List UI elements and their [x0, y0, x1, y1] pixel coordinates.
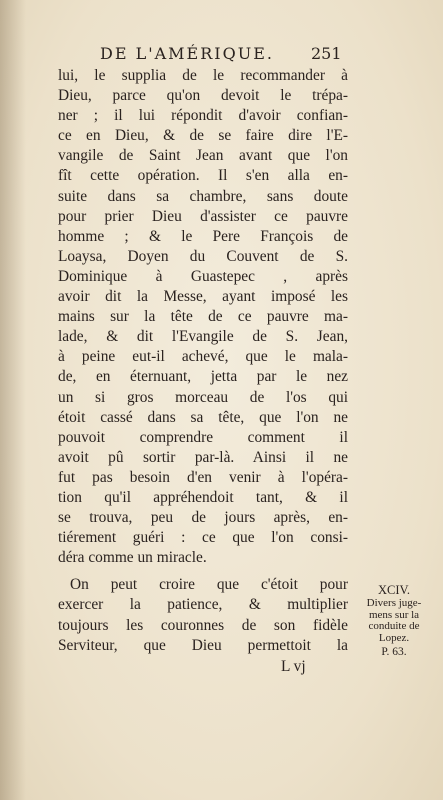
text-line: à peine eut-il achevé, que le mala-	[58, 348, 348, 366]
text-line: avoit pû sortir par-là. Ainsi il ne	[58, 448, 348, 466]
margin-note-line: Divers juge-	[366, 597, 422, 609]
text-line: Dominique à Guastepec , après	[58, 267, 348, 285]
text-line: ner ; il lui répondit d'avoir confian-	[58, 107, 348, 125]
text-line: avoir dit la Messe, ayant imposé les	[58, 288, 348, 306]
text-line: mains sur la tête de ce pauvre ma-	[58, 308, 348, 326]
text-line: se trouva, peu de jours après, en-	[58, 509, 348, 527]
main-text-block	[58, 66, 348, 656]
text-line: homme ; & le Pere François de	[58, 227, 348, 245]
margin-note-line: conduite de	[368, 620, 420, 633]
text-line: exercer la patience, & multiplier	[58, 596, 348, 614]
text-line: Dieu, parce qu'on devoit le trépa-	[58, 87, 348, 105]
gutter-shadow	[0, 0, 26, 800]
margin-note-number: XCIV.	[377, 583, 411, 597]
text-line: toujours les couronnes de son fidèle	[58, 616, 348, 634]
text-line: un si gros morceau de l'os qui	[58, 388, 348, 406]
margin-note-line: mens sur la	[368, 608, 420, 621]
page-number: 251	[311, 44, 342, 63]
paragraph-gap	[58, 568, 348, 575]
text-line: pouvoit comprendre comment il	[58, 428, 348, 446]
text-line: Serviteur, que Dieu permettoit la	[58, 636, 348, 654]
text-line: déra comme un miracle.	[58, 549, 207, 567]
text-line: étoit cassé dans sa tête, que l'on ne	[58, 408, 348, 426]
margin-note-line: Lopez.	[378, 631, 410, 644]
text-line: lui, le supplia de le recommander à	[58, 67, 348, 84]
margin-note	[354, 582, 434, 660]
text-line: tiérement guéri : ce que l'on consi-	[58, 529, 348, 547]
text-line: pour prier Dieu d'assister ce pauvre	[58, 207, 348, 225]
text-line: tion qu'il appréhendoit tant, & il	[58, 488, 348, 506]
signature-mark: L vj	[281, 658, 306, 675]
text-line: lade, & dit l'Evangile de S. Jean,	[58, 328, 348, 346]
text-line: On peut croire que c'étoit pour	[70, 576, 348, 594]
text-line: fut pas besoin d'en venir à l'opéra-	[58, 468, 348, 486]
text-line: fît cette opération. Il s'en alla en-	[58, 167, 348, 185]
running-header: DE L'AMÉRIQUE.	[100, 44, 274, 63]
text-line: Loaysa, Doyen du Couvent de S.	[58, 247, 348, 265]
margin-note-reference: P. 63.	[381, 646, 407, 659]
text-line: suite dans sa chambre, sans doute	[58, 187, 348, 205]
text-line: de, en éternuant, jetta par le nez	[58, 368, 348, 386]
text-line: vangile de Saint Jean avant que l'on	[58, 147, 348, 165]
text-line: ce en Dieu, & de se faire dire l'E-	[58, 127, 348, 145]
